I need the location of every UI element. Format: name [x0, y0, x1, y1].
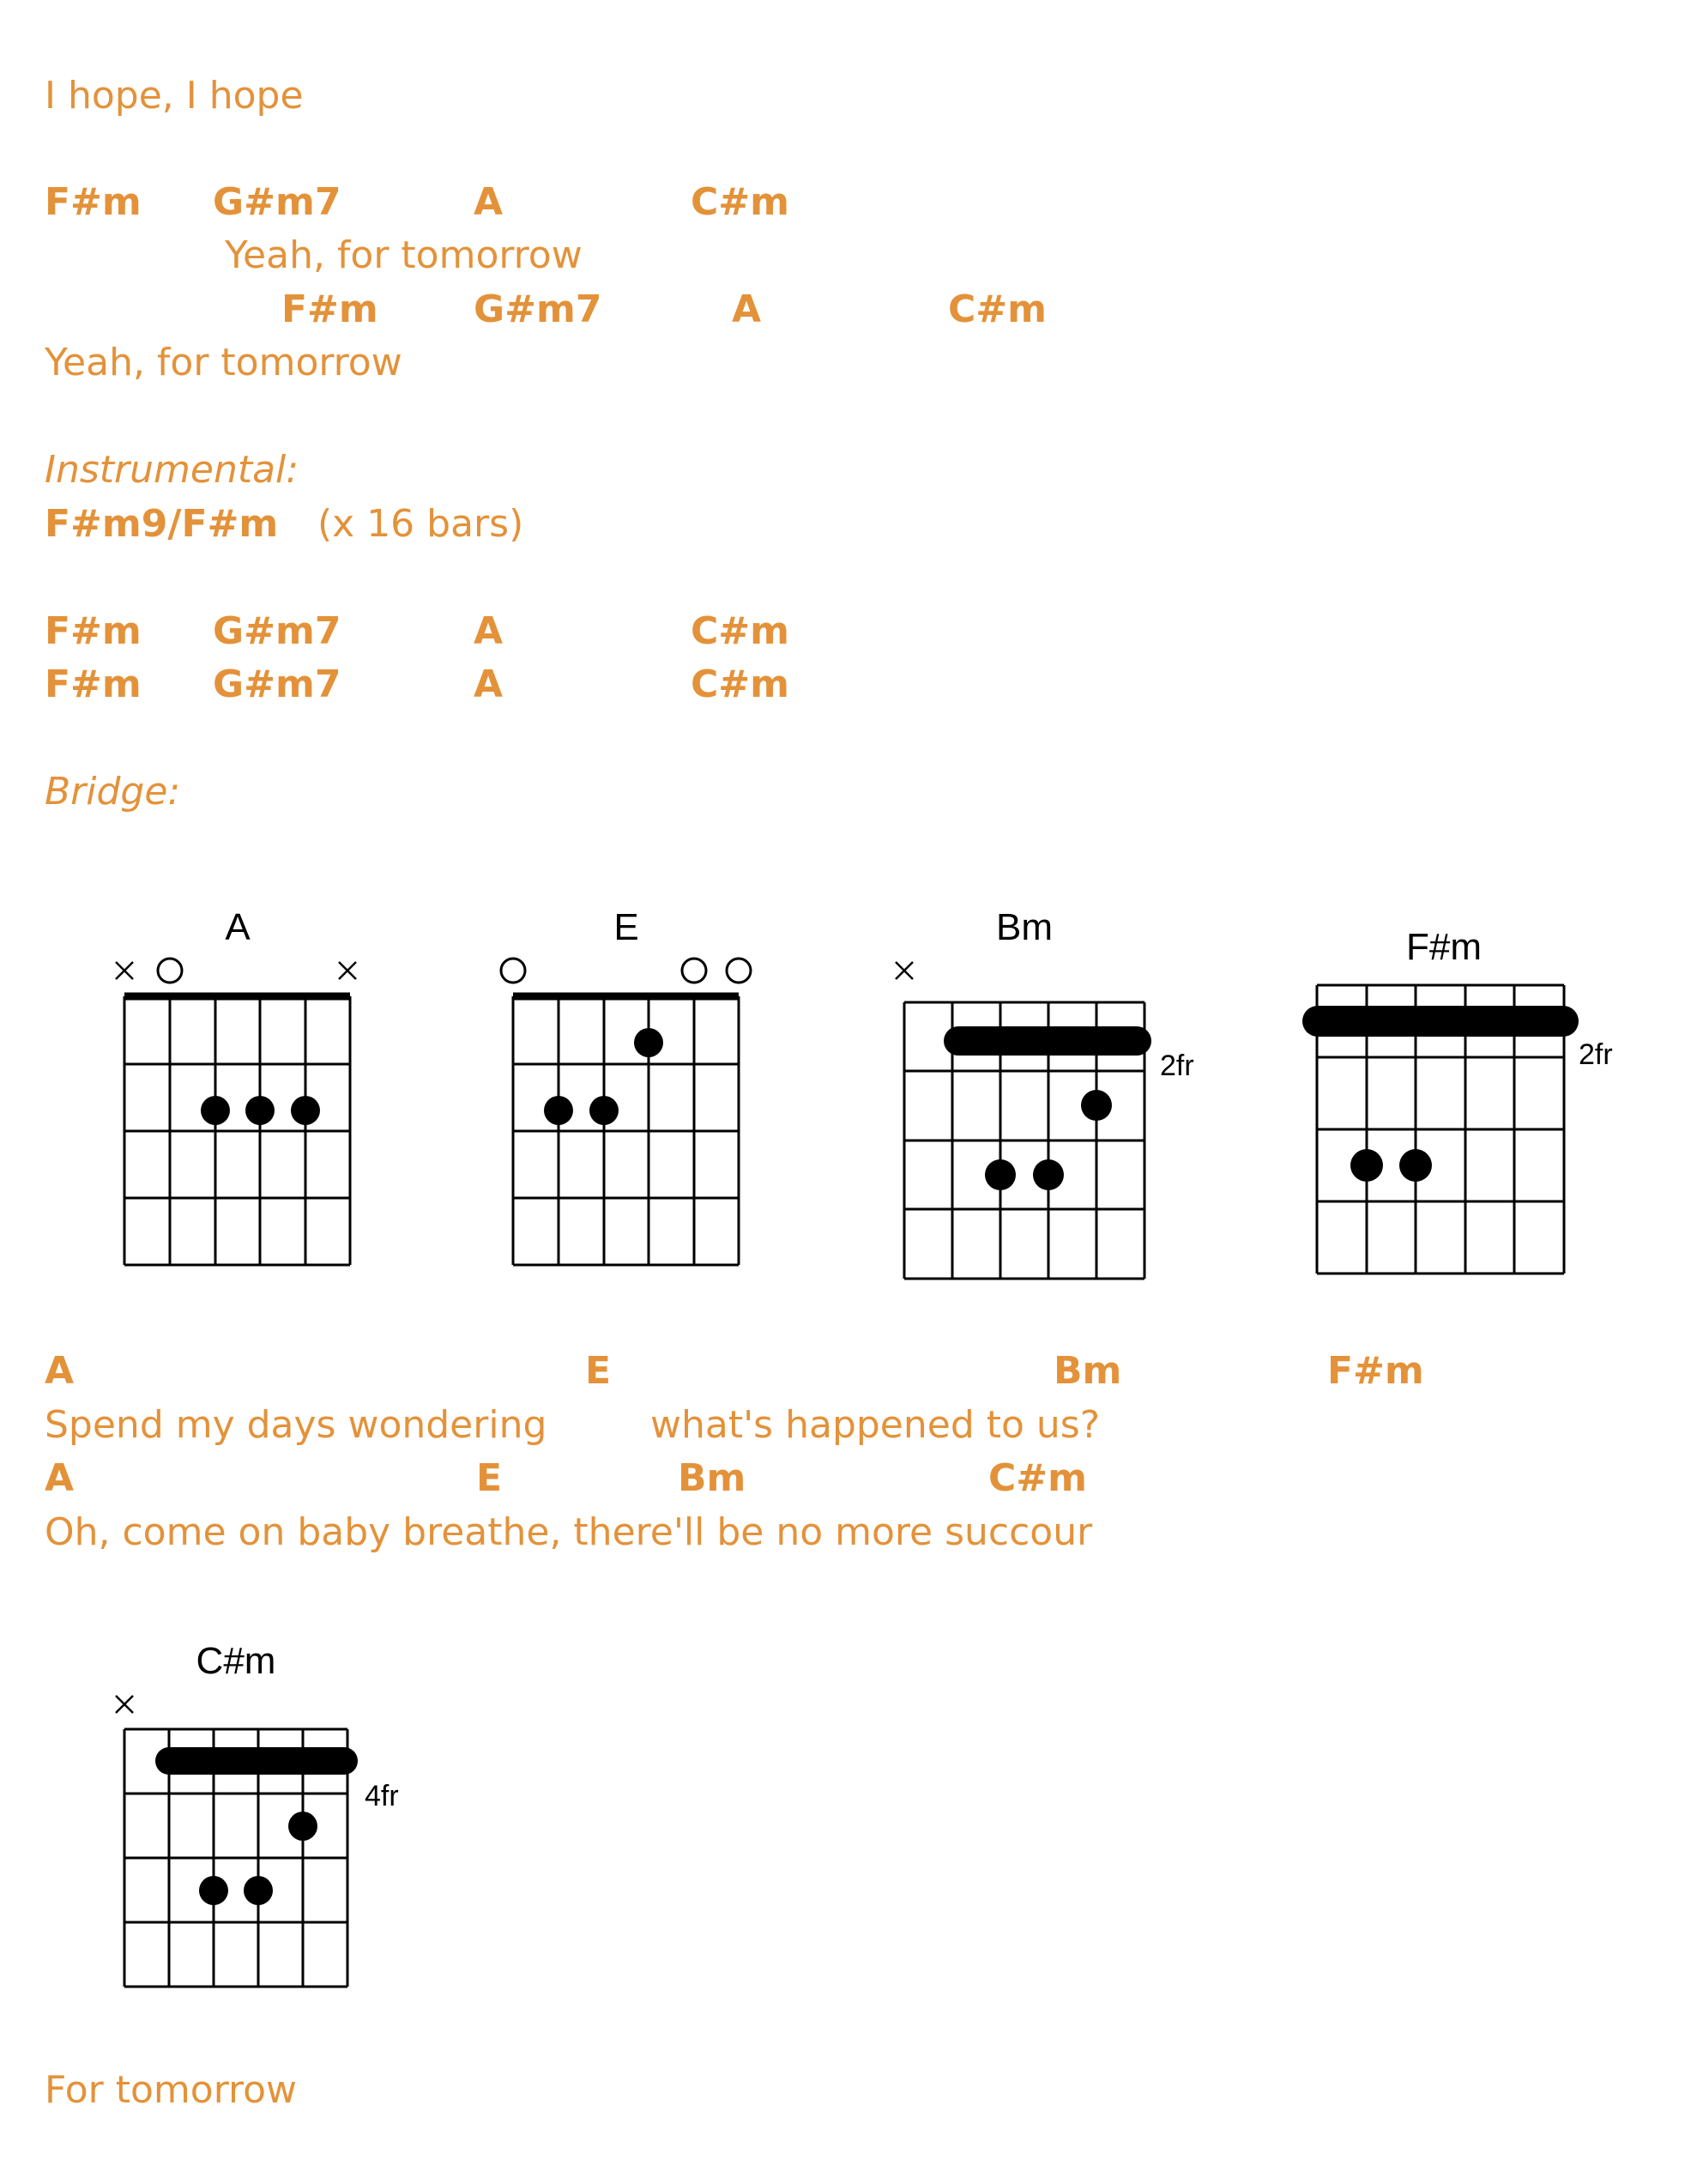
chord-diagram-name: A — [225, 906, 251, 948]
chord-label: C#m — [988, 1456, 1088, 1500]
chord-label: F#m — [281, 287, 378, 331]
lyric-line: Yeah, for tomorrow — [45, 341, 402, 384]
muted-string-icon — [339, 962, 356, 979]
lyric-line: I hope, I hope — [45, 74, 304, 118]
chord-label: E — [585, 1349, 612, 1393]
fret-position-label: 4fr — [365, 1780, 399, 1812]
finger-dot — [291, 1096, 320, 1125]
chord-label: A — [45, 1456, 75, 1500]
fret-position-label: 2fr — [1160, 1050, 1194, 1082]
chord-label: A — [474, 662, 504, 706]
chord-diagram-name: F#m — [1406, 926, 1482, 968]
chord-label: A — [474, 609, 504, 653]
lyric-line: what's happened to us? — [650, 1403, 1101, 1447]
finger-dot — [199, 1876, 228, 1905]
finger-dot — [985, 1159, 1016, 1190]
chord-diagram-e — [496, 897, 770, 1292]
chord-diagram-a — [107, 897, 382, 1292]
chord-label: A — [732, 287, 762, 331]
chord-label: A — [474, 180, 504, 224]
finger-dot — [1033, 1159, 1064, 1190]
lyric-line: Yeah, for tomorrow — [225, 233, 583, 277]
chord-label: C#m — [691, 609, 790, 653]
repeat-note: (x 16 bars) — [317, 502, 524, 546]
finger-dot — [201, 1096, 230, 1125]
lyric-line: Oh, come on baby breathe, there'll be no more succour — [45, 1510, 1093, 1554]
lyric-line: For tomorrow — [45, 2068, 298, 2112]
chord-diagram-name: Bm — [996, 906, 1053, 948]
fret-position-label: 2fr — [1579, 1038, 1613, 1071]
chord-label: C#m — [691, 180, 790, 224]
chord-label: F#m — [45, 180, 142, 224]
chord-diagram-name: E — [613, 906, 639, 948]
open-string-icon — [158, 959, 182, 983]
chord-label: E — [476, 1456, 503, 1500]
open-string-icon — [682, 959, 706, 983]
chord-label: G#m7 — [213, 609, 341, 653]
barre-bar — [944, 1026, 1151, 1056]
chord-label: C#m — [948, 287, 1048, 331]
chord-label: G#m7 — [474, 287, 602, 331]
finger-dot — [1399, 1149, 1432, 1182]
section-heading: Instrumental: — [45, 448, 299, 492]
chord-label: A — [45, 1349, 75, 1393]
finger-dot — [245, 1096, 275, 1125]
chord-label: C#m — [691, 662, 790, 706]
chord-label: Bm — [1054, 1349, 1122, 1393]
chord-label: G#m7 — [213, 662, 341, 706]
chord-label: G#m7 — [213, 180, 341, 224]
finger-dot — [634, 1028, 663, 1057]
finger-dot — [244, 1876, 273, 1905]
chord-diagram-f-sharp-m — [1298, 897, 1676, 1292]
muted-string-icon — [116, 962, 133, 979]
section-heading: Bridge: — [45, 770, 181, 814]
chord-label: F#m — [45, 662, 142, 706]
finger-dot — [544, 1096, 573, 1125]
chord-label: F#m — [45, 609, 142, 653]
finger-dot — [288, 1812, 317, 1841]
lyric-line: Spend my days wondering — [45, 1403, 547, 1447]
barre-bar — [155, 1747, 358, 1775]
chord-diagram-bm — [887, 897, 1247, 1292]
finger-dot — [1350, 1149, 1383, 1182]
chord-label: F#m — [1327, 1349, 1424, 1393]
muted-string-icon — [896, 962, 913, 979]
muted-string-icon — [116, 1696, 133, 1713]
chord-label: F#m9/F#m — [45, 502, 279, 546]
chord-diagram-c-sharp-m — [107, 1630, 433, 2025]
barre-bar — [1302, 1006, 1579, 1037]
open-string-icon — [501, 959, 525, 983]
chord-label: Bm — [678, 1456, 746, 1500]
chord-diagram-name: C#m — [196, 1640, 276, 1682]
finger-dot — [589, 1096, 619, 1125]
open-string-icon — [727, 959, 751, 983]
finger-dot — [1081, 1090, 1112, 1121]
